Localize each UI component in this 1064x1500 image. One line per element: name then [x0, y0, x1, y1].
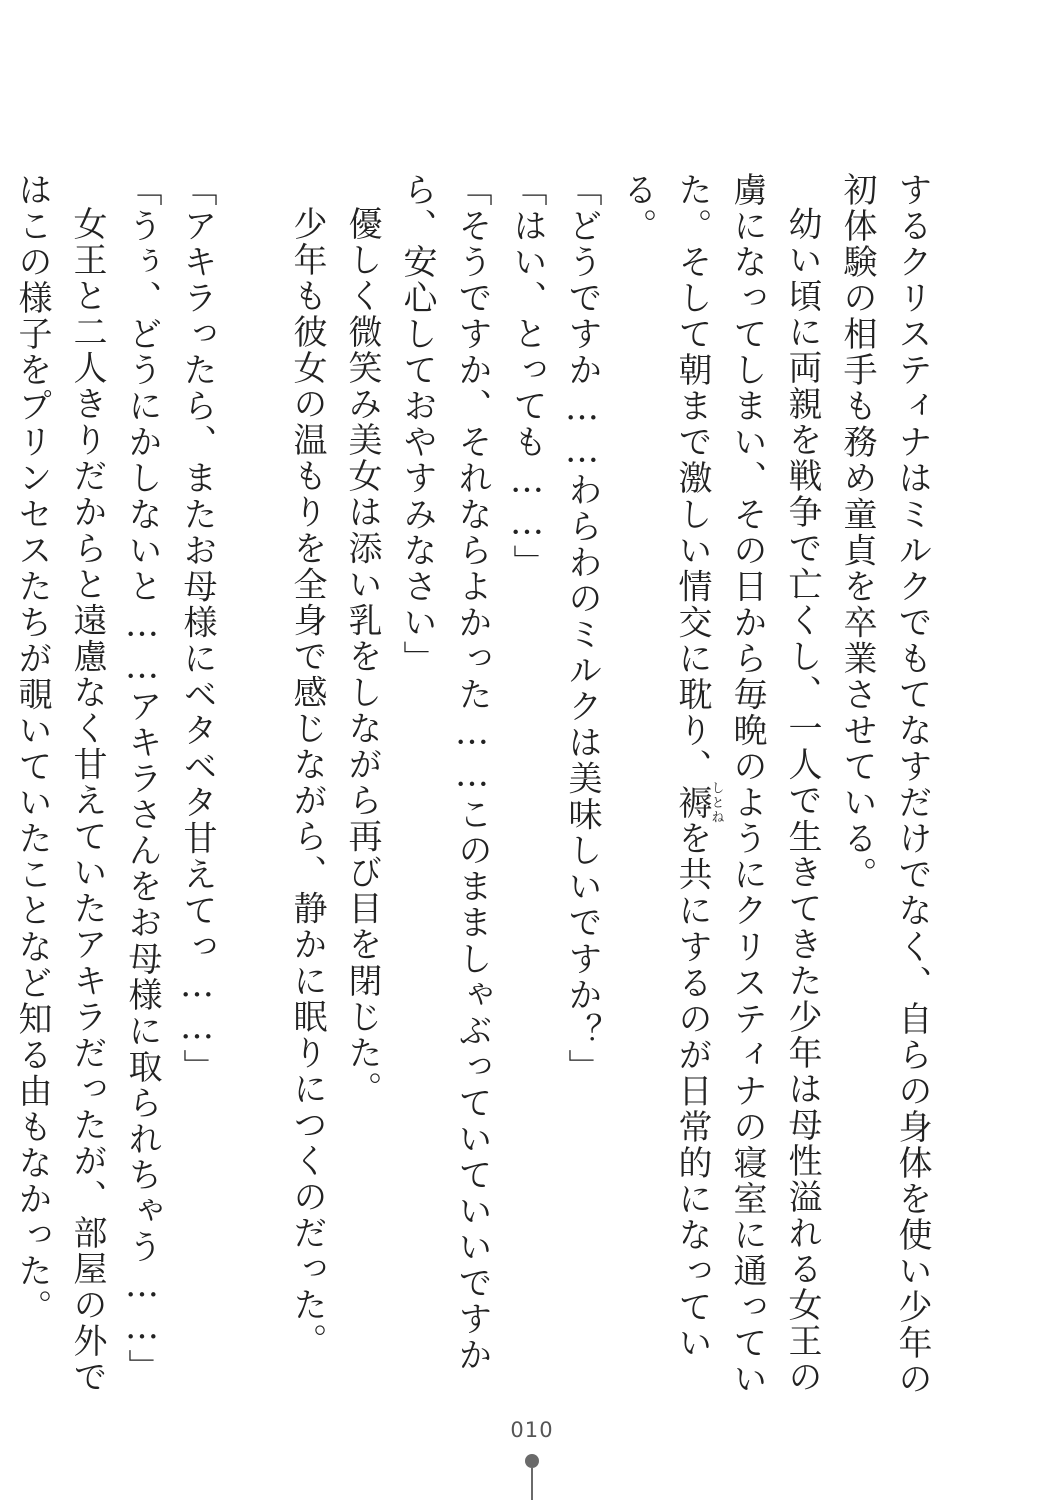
paragraph-narration-3: 優しく微笑み美女は添い乳をしながら再び目を閉じた。: [342, 206, 382, 1107]
paragraph-dialogue: 「うぅ、どうにかしないと……アキラさんをお母様に取られちゃう……」: [122, 172, 162, 1386]
paragraph-dialogue: 「どうですか……わらわのミルクは美味しいですか？」: [562, 172, 602, 1085]
paragraph-dialogue: 「はい、とっても……」: [507, 172, 547, 581]
ruby-base: 褥: [672, 781, 712, 825]
text-segment: 幼い頃に両親を戦争で亡くし、一人で生きてきた少年は母性溢れる女王の虜になってしまい、その日から毎晩のようにクリスティナの寝室に通っていた。そして朝まで激しい情交に耽り、: [672, 172, 822, 1398]
paragraph-dialogue: 「そうですか、それならよかった……このまましゃぶっていていいですから、安心しておやすみなさい」: [397, 172, 492, 1374]
paragraph-dialogue: 「アキラったら、またお母様にベタベタ甘えてっ……」: [177, 172, 217, 1085]
ruby-word: [672, 781, 724, 825]
paragraph-narration-4: 少年も彼女の温もりを全身で感じながら、静かに眠りにつくのだった。: [287, 206, 327, 1360]
paragraph-narration-2: [609, 172, 829, 1402]
paragraph-narration-5: 女王と二人きりだからと遠慮なく甘えていたアキラだったが、部屋の外ではこの様子をプリンセスたちが覗いていたことなど知る由もなかった。: [12, 172, 107, 1396]
paragraph-narration-1: するクリスティナはミルクでもてなすだけでなく、自らの身体を使い少年の初体験の相手も務め童貞を卒業させている。: [837, 172, 932, 1398]
text-segment: を共にするのが日常的になっている。: [617, 172, 712, 1362]
ruby-reading: しとね: [708, 781, 724, 825]
folio-dot-ornament: [525, 1454, 539, 1468]
vertical-text-column: [0, 172, 939, 1402]
page-number: 010: [510, 1418, 554, 1442]
folio-line-ornament: [531, 1468, 533, 1500]
scene-break: [224, 172, 279, 182]
